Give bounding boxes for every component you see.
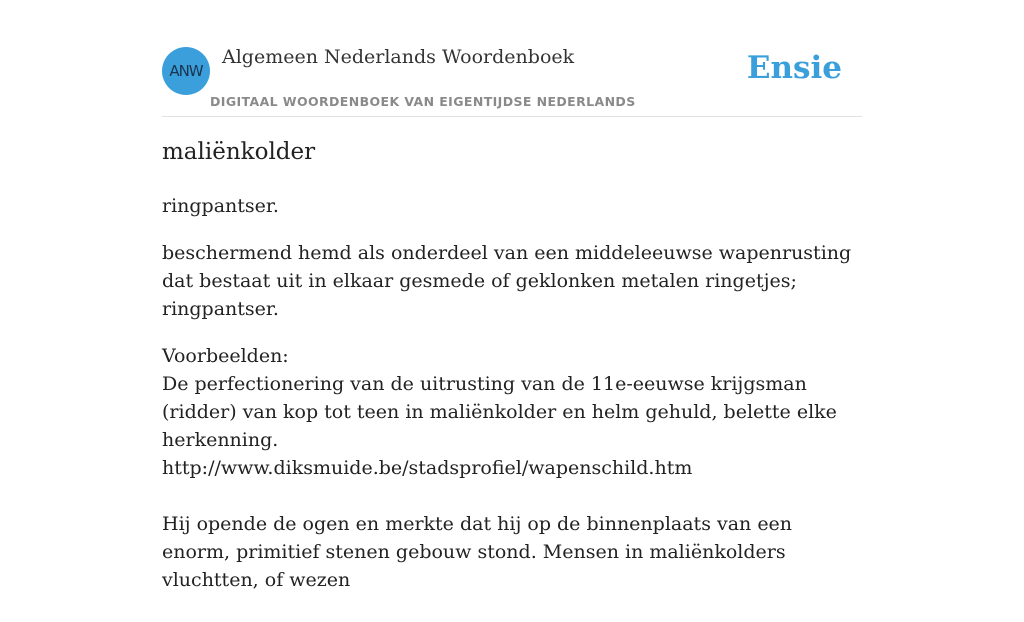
example-source[interactable]: http://www.diksmuide.be/stadsprofiel/wapenschild.htm: [162, 457, 693, 479]
entry-headword: maliënkolder: [162, 139, 316, 165]
anw-logo[interactable]: ANW: [162, 47, 210, 95]
example-text: De perfectionering van de uitrusting van de 11e-eeuwse krijgsman (ridder) van kop tot teen in maliënkolder en helm gehuld, belette elke herkenning.: [162, 373, 837, 451]
short-definition: ringpantser.: [162, 195, 279, 217]
site-title[interactable]: Algemeen Nederlands Woordenboek: [222, 46, 575, 68]
ensie-brand-link[interactable]: Ensie: [746, 50, 842, 86]
entry-content: [162, 192, 862, 622]
examples-label: Voorbeelden:: [162, 345, 289, 367]
definition: beschermend hemd als onderdeel van een middeleeuwse wapenrusting dat bestaat uit in elkaar gesmede of geklonken metalen ringetjes; ringpantser.: [162, 242, 852, 320]
site-header: [162, 0, 862, 117]
example-item: [162, 370, 862, 482]
example-text: Hij opende de ogen en merkte dat hij op de binnenplaats van een enorm, primitief stenen gebouw stond. Mensen in maliënkolders vluchtten, of wezen: [162, 513, 793, 591]
site-subtitle: DIGITAAL WOORDENBOEK VAN EIGENTIJDSE NEDERLANDS: [210, 94, 636, 109]
example-item: [162, 510, 862, 594]
